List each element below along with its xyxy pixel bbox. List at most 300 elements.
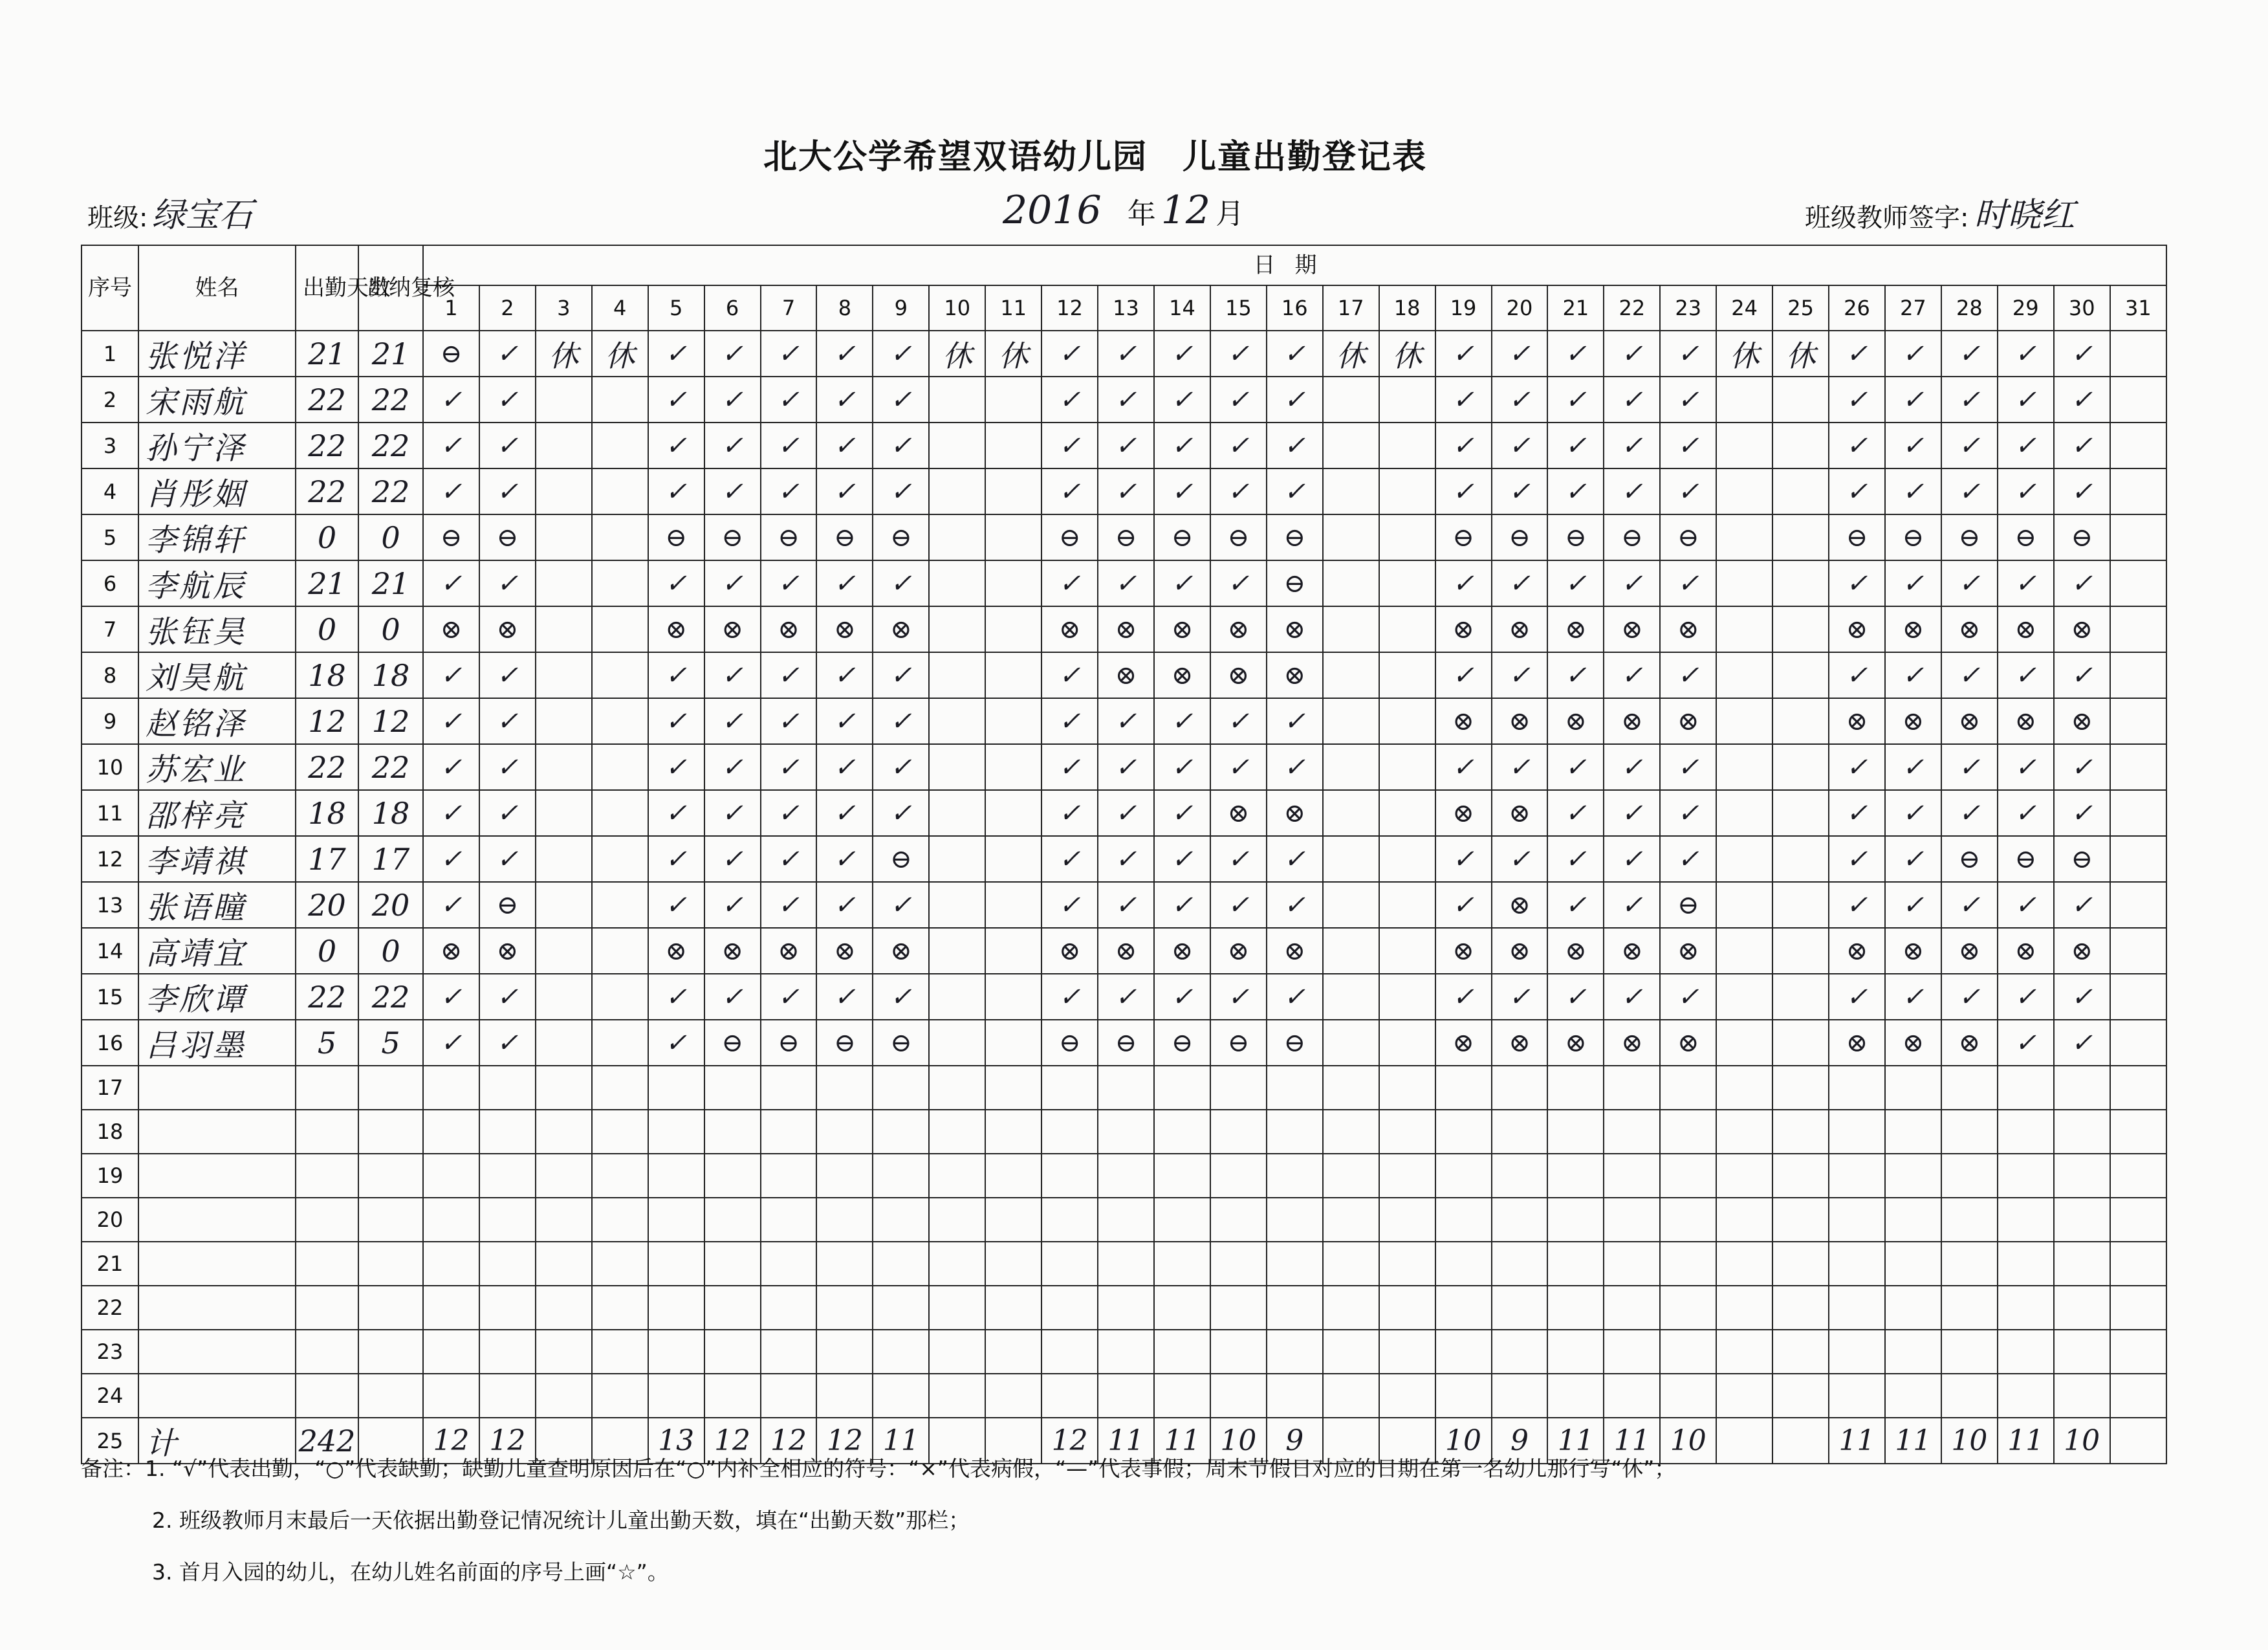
attendance-cell [1885,1066,1941,1110]
attendance-mark: ✓ [1829,377,1885,423]
attendance-mark: ⊗ [816,606,873,652]
attendance-cell [1041,1242,1098,1286]
row-index: 14 [82,928,138,974]
attendance-mark: ✓ [1547,377,1604,423]
attendance-mark [536,652,592,698]
attendance-mark: ✓ [1604,423,1660,468]
attendance-mark [1772,836,1829,882]
attendance-cell [1941,1198,1998,1242]
verified-days [358,1374,423,1418]
attendance-mark: ✓ [1041,836,1098,882]
attendance-cell [1998,1154,2054,1198]
attendance-mark: ⊖ [1547,514,1604,560]
table-row [82,331,2166,377]
attendance-mark: ⊗ [648,606,704,652]
attendance-mark: ✓ [1604,790,1660,836]
attendance-cell [1154,1242,1210,1286]
attendance-cell [816,1242,873,1286]
attendance-mark: ✓ [704,744,761,790]
attendance-cell [1435,1330,1492,1374]
attendance-mark: ✓ [1998,468,2054,514]
daily-total: 10 [1660,1418,1716,1464]
child-name [138,1242,296,1286]
attendance-cell [536,1286,592,1330]
attendance-mark [929,560,985,606]
attendance-mark: ✓ [423,377,479,423]
attendance-cell [1885,1330,1941,1374]
attendance-cell [1829,1242,1885,1286]
attendance-mark [1379,790,1435,836]
attendance-mark [1379,377,1435,423]
attendance-cell [985,1198,1041,1242]
verified-days: 21 [358,560,423,606]
attendance-mark: ✓ [1547,744,1604,790]
day-header: 14 [1154,285,1210,331]
daily-total: 10 [1941,1418,1998,1464]
attendance-mark: ✓ [1660,423,1716,468]
attendance-mark [1772,423,1829,468]
verified-days [358,1066,423,1110]
attendance-mark: ✓ [1998,377,2054,423]
attendance-mark: ⊗ [1660,928,1716,974]
attendance-mark [985,698,1041,744]
day-header: 17 [1323,285,1379,331]
attendance-cell [1435,1066,1492,1110]
attendance-mark: ✓ [1829,790,1885,836]
child-name: 邵梓亮 [138,790,296,836]
attendance-mark [1379,468,1435,514]
attendance-mark: ✓ [1210,560,1267,606]
child-name: 张语瞳 [138,882,296,928]
attendance-cell [873,1286,929,1330]
attendance-mark: ⊗ [1210,606,1267,652]
attendance-mark [536,836,592,882]
attendance-cell [1829,1198,1885,1242]
attendance-cell [929,1110,985,1154]
attendance-cell [2110,1198,2166,1242]
attendance-mark: ✓ [1941,560,1998,606]
attendance-mark: ✓ [1267,331,1323,377]
attendance-mark [1379,928,1435,974]
attendance-cell [1154,1154,1210,1198]
verified-days [358,1154,423,1198]
attendance-mark [2110,423,2166,468]
attendance-mark [1772,606,1829,652]
class-label: 班级: [87,203,148,233]
attendance-mark: ✓ [873,468,929,514]
attendance-mark: ✓ [704,331,761,377]
verified-days [358,1330,423,1374]
attendance-mark: ✓ [873,560,929,606]
attendance-mark: ✓ [648,836,704,882]
row-index: 3 [82,423,138,468]
row-index: 5 [82,514,138,560]
attendance-mark: ⊗ [1041,606,1098,652]
attendance-cell [873,1198,929,1242]
attendance-mark [592,560,648,606]
attendance-mark: ✓ [1829,468,1885,514]
attendance-cell [929,1330,985,1374]
attendance-mark: ✓ [479,698,536,744]
attendance-mark [1772,698,1829,744]
attendance-cell [1379,1066,1435,1110]
attendance-mark [929,606,985,652]
attendance-cell [1379,1242,1435,1286]
attendance-days: 18 [296,790,358,836]
attendance-mark [1772,974,1829,1020]
daily-total: 10 [1210,1418,1267,1464]
child-name: 吕羽墨 [138,1020,296,1066]
attendance-cell [2054,1330,2110,1374]
attendance-mark [2110,744,2166,790]
attendance-cell [761,1286,817,1330]
child-name: 刘昊航 [138,652,296,698]
attendance-mark: ✓ [1154,744,1210,790]
attendance-mark: ⊗ [1604,698,1660,744]
attendance-cell [648,1374,704,1418]
attendance-mark: ⊖ [1267,514,1323,560]
daily-total: 12 [1041,1418,1098,1464]
attendance-cell [1660,1374,1716,1418]
daily-total: 9 [1492,1418,1548,1464]
attendance-mark [592,377,648,423]
attendance-cell [1716,1330,1772,1374]
attendance-cell [1210,1066,1267,1110]
daily-total: 12 [704,1418,761,1464]
attendance-mark: ✓ [1098,698,1154,744]
month-unit: 月 [1216,197,1245,230]
attendance-mark: ✓ [816,377,873,423]
attendance-mark [985,836,1041,882]
attendance-mark: ✓ [1492,468,1548,514]
attendance-mark [1323,377,1379,423]
attendance-mark: ✓ [423,790,479,836]
attendance-cell [1941,1154,1998,1198]
attendance-mark: ✓ [1998,1020,2054,1066]
attendance-cell [423,1110,479,1154]
attendance-cell [1492,1286,1548,1330]
attendance-mark [1379,836,1435,882]
note-2: 2. 班级教师月末最后一天依据出勤登记情况统计儿童出勤天数，填在“出勤天数”那栏； [152,1508,970,1533]
attendance-mark: ⊖ [704,1020,761,1066]
table-row [82,468,2166,514]
table-row [82,1110,2166,1154]
attendance-mark: ✓ [1547,331,1604,377]
attendance-mark: ✓ [1041,560,1098,606]
child-name: 苏宏业 [138,744,296,790]
attendance-mark: 休 [1379,331,1435,377]
attendance-cell [2054,1154,2110,1198]
attendance-mark: ✓ [648,744,704,790]
table-row [82,1020,2166,1066]
day-header: 26 [1829,285,1885,331]
attendance-mark: ✓ [479,974,536,1020]
attendance-cell [1885,1286,1941,1330]
attendance-mark: ✓ [1492,377,1548,423]
attendance-mark [929,790,985,836]
attendance-table [81,245,2167,1464]
attendance-mark: ✓ [1041,423,1098,468]
attendance-mark: ✓ [761,423,817,468]
attendance-cell [985,1110,1041,1154]
attendance-mark: ✓ [1154,377,1210,423]
attendance-cell [1379,1198,1435,1242]
attendance-mark [1716,514,1772,560]
verified-days: 20 [358,882,423,928]
attendance-cell [1547,1066,1604,1110]
attendance-cell [1772,1066,1829,1110]
attendance-cell [423,1066,479,1110]
attendance-cell [423,1198,479,1242]
attendance-mark [1716,882,1772,928]
attendance-mark: ⊗ [1547,1020,1604,1066]
attendance-mark [536,468,592,514]
child-name [138,1286,296,1330]
attendance-mark: ⊗ [1829,606,1885,652]
attendance-cell [816,1286,873,1330]
attendance-cell [648,1066,704,1110]
attendance-mark [2110,606,2166,652]
verified-days: 22 [358,744,423,790]
attendance-mark [929,468,985,514]
attendance-mark [985,928,1041,974]
table-row [82,836,2166,882]
attendance-mark: ⊖ [1998,514,2054,560]
attendance-cell [1267,1286,1323,1330]
attendance-cell [985,1066,1041,1110]
attendance-days: 21 [296,560,358,606]
attendance-mark: ✓ [1547,652,1604,698]
attendance-cell [2110,1110,2166,1154]
attendance-mark: ✓ [1941,744,1998,790]
attendance-mark: ⊖ [479,514,536,560]
attendance-mark [929,836,985,882]
attendance-cell [648,1286,704,1330]
attendance-mark: ⊗ [1267,790,1323,836]
attendance-mark: ✓ [1098,423,1154,468]
attendance-mark: ✓ [1660,560,1716,606]
attendance-mark: ✓ [2054,652,2110,698]
attendance-mark [1323,652,1379,698]
attendance-mark: ✓ [1547,974,1604,1020]
attendance-mark: ✓ [1041,377,1098,423]
attendance-mark: ✓ [1210,423,1267,468]
attendance-cell [1660,1242,1716,1286]
attendance-mark [1716,698,1772,744]
daily-total: 11 [1998,1418,2054,1464]
attendance-mark [1772,514,1829,560]
attendance-cell [423,1330,479,1374]
day-header: 7 [761,285,817,331]
child-name [138,1330,296,1374]
attendance-mark: ✓ [2054,1020,2110,1066]
year-unit: 年 [1127,197,1156,230]
row-index: 18 [82,1110,138,1154]
attendance-mark: ✓ [1660,652,1716,698]
attendance-mark [929,1020,985,1066]
attendance-mark: ✓ [1941,468,1998,514]
attendance-cell [1041,1154,1098,1198]
attendance-mark: ✓ [1098,560,1154,606]
attendance-cell [761,1330,817,1374]
attendance-mark: ✓ [761,331,817,377]
attendance-mark: ✓ [1154,790,1210,836]
attendance-mark [2110,652,2166,698]
attendance-mark: ✓ [1885,331,1941,377]
row-index: 22 [82,1286,138,1330]
attendance-cell [985,1242,1041,1286]
attendance-cell [479,1286,536,1330]
attendance-mark [536,514,592,560]
attendance-mark: ✓ [1998,974,2054,1020]
attendance-mark: ✓ [1829,560,1885,606]
attendance-cell [1716,1154,1772,1198]
attendance-mark: ⊗ [479,928,536,974]
attendance-cell [704,1242,761,1286]
attendance-cell [704,1330,761,1374]
attendance-mark: ✓ [1885,744,1941,790]
attendance-mark [592,423,648,468]
row-index: 21 [82,1242,138,1286]
row-index: 12 [82,836,138,882]
attendance-mark: ⊖ [1267,1020,1323,1066]
attendance-days [296,1066,358,1110]
day-header: 24 [1716,285,1772,331]
attendance-mark: ✓ [423,1020,479,1066]
attendance-mark: ⊗ [1941,1020,1998,1066]
attendance-mark: ✓ [761,836,817,882]
attendance-mark [985,468,1041,514]
attendance-cell [873,1374,929,1418]
attendance-mark: ⊗ [1885,1020,1941,1066]
month-value: 12 [1161,188,1211,233]
attendance-mark: ⊖ [1941,514,1998,560]
attendance-cell [1941,1286,1998,1330]
verified-days: 22 [358,423,423,468]
attendance-mark: ✓ [873,652,929,698]
attendance-mark [929,377,985,423]
attendance-mark [985,560,1041,606]
attendance-cell [423,1154,479,1198]
day-header: 13 [1098,285,1154,331]
attendance-mark [929,514,985,560]
attendance-mark: ✓ [648,652,704,698]
attendance-mark [536,744,592,790]
attendance-cell [985,1154,1041,1198]
signature-label: 班级教师签字: [1805,203,1969,233]
attendance-cell [2054,1286,2110,1330]
attendance-mark: ✓ [423,423,479,468]
attendance-mark: ⊖ [1154,1020,1210,1066]
row-index: 13 [82,882,138,928]
table-row [82,1286,2166,1330]
table-row [82,514,2166,560]
attendance-cell [1041,1110,1098,1154]
attendance-days [296,1286,358,1330]
day-header: 15 [1210,285,1267,331]
attendance-mark [2110,1020,2166,1066]
attendance-mark: ✓ [816,882,873,928]
attendance-cell [1098,1154,1154,1198]
attendance-mark [536,377,592,423]
verified-days: 22 [358,974,423,1020]
attendance-cell [1098,1066,1154,1110]
attendance-mark: ✓ [1267,468,1323,514]
attendance-mark [2110,514,2166,560]
day-header: 20 [1492,285,1548,331]
attendance-mark [1772,882,1829,928]
attendance-mark [536,560,592,606]
notes [81,1443,1675,1598]
attendance-cell [1154,1198,1210,1242]
attendance-mark [929,698,985,744]
attendance-cell [1660,1286,1716,1330]
attendance-mark: ✓ [423,652,479,698]
attendance-mark: ✓ [1492,836,1548,882]
date-field [1003,188,1244,246]
attendance-mark: ✓ [1210,377,1267,423]
attendance-mark: ⊖ [761,1020,817,1066]
attendance-mark [592,468,648,514]
attendance-mark [1323,423,1379,468]
attendance-cell [1716,1198,1772,1242]
attendance-mark: ✓ [1210,836,1267,882]
row-index: 10 [82,744,138,790]
attendance-cell [479,1330,536,1374]
attendance-mark: ✓ [1492,560,1548,606]
attendance-cell [1660,1066,1716,1110]
attendance-mark: ⊗ [816,928,873,974]
attendance-mark [1323,606,1379,652]
attendance-cell [1267,1242,1323,1286]
attendance-cell [1210,1110,1267,1154]
attendance-mark: 休 [536,331,592,377]
attendance-mark [2110,377,2166,423]
attendance-mark: ✓ [1941,790,1998,836]
day-header: 30 [2054,285,2110,331]
attendance-mark [2110,928,2166,974]
attendance-mark: ✓ [1492,974,1548,1020]
attendance-cell [1604,1242,1660,1286]
attendance-mark [1379,606,1435,652]
attendance-mark: ✓ [1210,698,1267,744]
attendance-mark: ✓ [816,744,873,790]
attendance-mark: ⊗ [2054,606,2110,652]
attendance-mark: ✓ [1829,882,1885,928]
attendance-cell [1772,1330,1829,1374]
verified-days: 0 [358,928,423,974]
attendance-mark [536,1020,592,1066]
attendance-mark [1772,1020,1829,1066]
attendance-mark: ⊗ [873,606,929,652]
attendance-mark [985,606,1041,652]
attendance-cell [1547,1154,1604,1198]
attendance-mark: ⊗ [423,606,479,652]
daily-total: 9 [1267,1418,1323,1464]
attendance-mark: ✓ [761,744,817,790]
attendance-mark: ✓ [816,974,873,1020]
attendance-mark: ✓ [1941,652,1998,698]
verified-days: 21 [358,331,423,377]
row-index: 23 [82,1330,138,1374]
attendance-mark [536,974,592,1020]
attendance-mark [1716,560,1772,606]
attendance-mark: ✓ [1267,423,1323,468]
attendance-cell [2054,1066,2110,1110]
attendance-mark [1716,652,1772,698]
attendance-mark: ✓ [2054,423,2110,468]
table-row [82,790,2166,836]
